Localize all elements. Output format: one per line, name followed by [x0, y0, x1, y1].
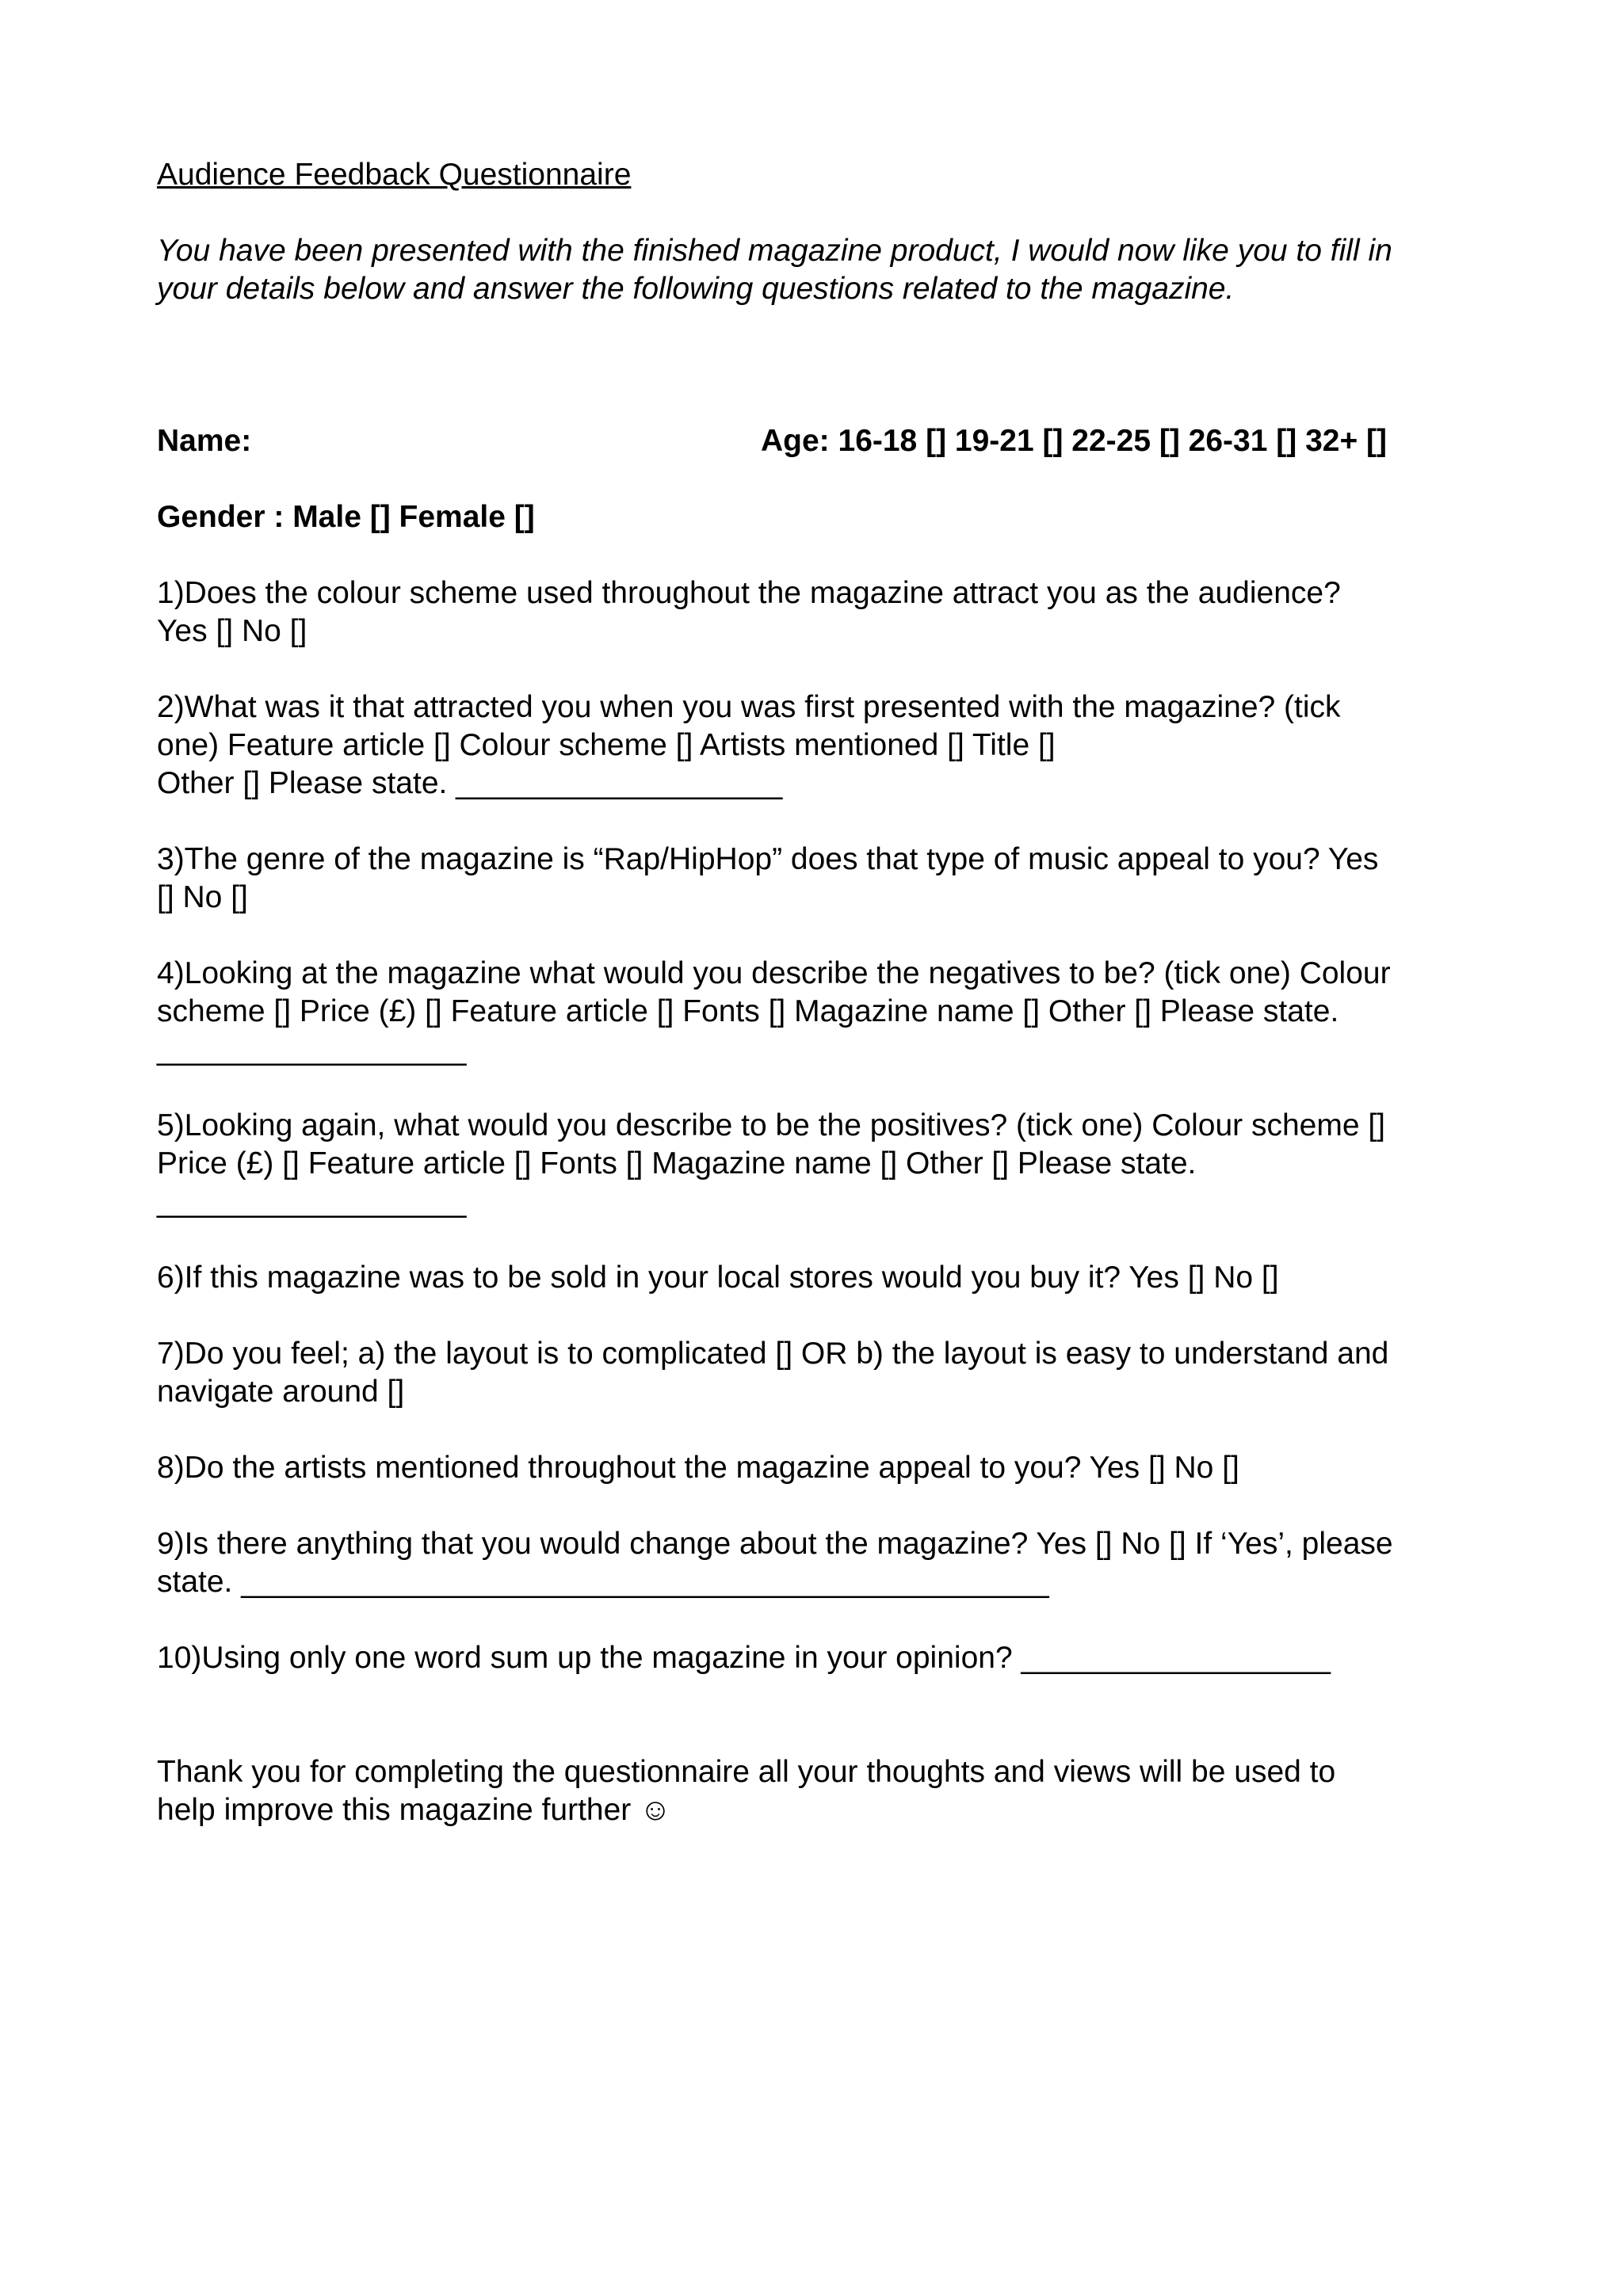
question-5-line-3: __________________	[157, 1184, 467, 1219]
intro-line-2: your details below and answer the following questions related to the magazine.	[157, 272, 1235, 306]
question-9-line-1: 9)Is there anything that you would change about the magazine? Yes [] No [] If ‘Yes’, please	[157, 1527, 1393, 1561]
question-8-line-1: 8)Do the artists mentioned throughout the magazine appeal to you? Yes [] No []	[157, 1451, 1239, 1485]
question-10-line-1: 10)Using only one word sum up the magazine in your opinion? __________________	[157, 1641, 1331, 1675]
age-options: Age: 16-18 [] 19-21 [] 22-25 [] 26-31 [] 32+ []	[761, 424, 1388, 458]
question-2-line-1: 2)What was it that attracted you when you was first presented with the magazine? (tick	[157, 690, 1341, 724]
question-3-line-2: [] No []	[157, 880, 248, 914]
question-3-line-1: 3)The genre of the magazine is “Rap/HipHop” does that type of music appeal to you? Yes	[157, 842, 1379, 876]
gender-options: Gender : Male [] Female []	[157, 500, 535, 534]
question-2-line-3: Other [] Please state. ___________________	[157, 766, 783, 800]
question-7-line-2: navigate around []	[157, 1375, 405, 1409]
question-5-line-2: Price (£) [] Feature article [] Fonts [] Magazine name [] Other [] Please state.	[157, 1146, 1197, 1180]
question-4-line-3: __________________	[157, 1032, 467, 1066]
question-7-line-1: 7)Do you feel; a) the layout is to complicated [] OR b) the layout is easy to understand and	[157, 1337, 1389, 1371]
question-1-line-2: Yes [] No []	[157, 614, 307, 648]
question-6-line-1: 6)If this magazine was to be sold in your local stores would you buy it? Yes [] No []	[157, 1261, 1279, 1295]
question-4-line-2: scheme [] Price (£) [] Feature article [] Fonts [] Magazine name [] Other [] Please state.	[157, 994, 1339, 1028]
document-title: Audience Feedback Questionnaire	[157, 158, 632, 192]
question-2-line-2: one) Feature article [] Colour scheme [] Artists mentioned [] Title []	[157, 728, 1056, 762]
question-9-line-2: state. _______________________________________________	[157, 1565, 1049, 1599]
intro-line-1: You have been presented with the finished magazine product, I would now like you to fill in	[157, 234, 1392, 268]
question-4-line-1: 4)Looking at the magazine what would you describe the negatives to be? (tick one) Colour	[157, 956, 1391, 990]
question-5-line-1: 5)Looking again, what would you describe to be the positives? (tick one) Colour scheme []	[157, 1108, 1386, 1142]
name-label: Name:	[157, 424, 252, 458]
question-1-line-1: 1)Does the colour scheme used throughout the magazine attract you as the audience?	[157, 576, 1341, 610]
closing-line-1: Thank you for completing the questionnaire all your thoughts and views will be used to	[157, 1755, 1336, 1789]
closing-line-2: help improve this magazine further ☺	[157, 1793, 671, 1827]
